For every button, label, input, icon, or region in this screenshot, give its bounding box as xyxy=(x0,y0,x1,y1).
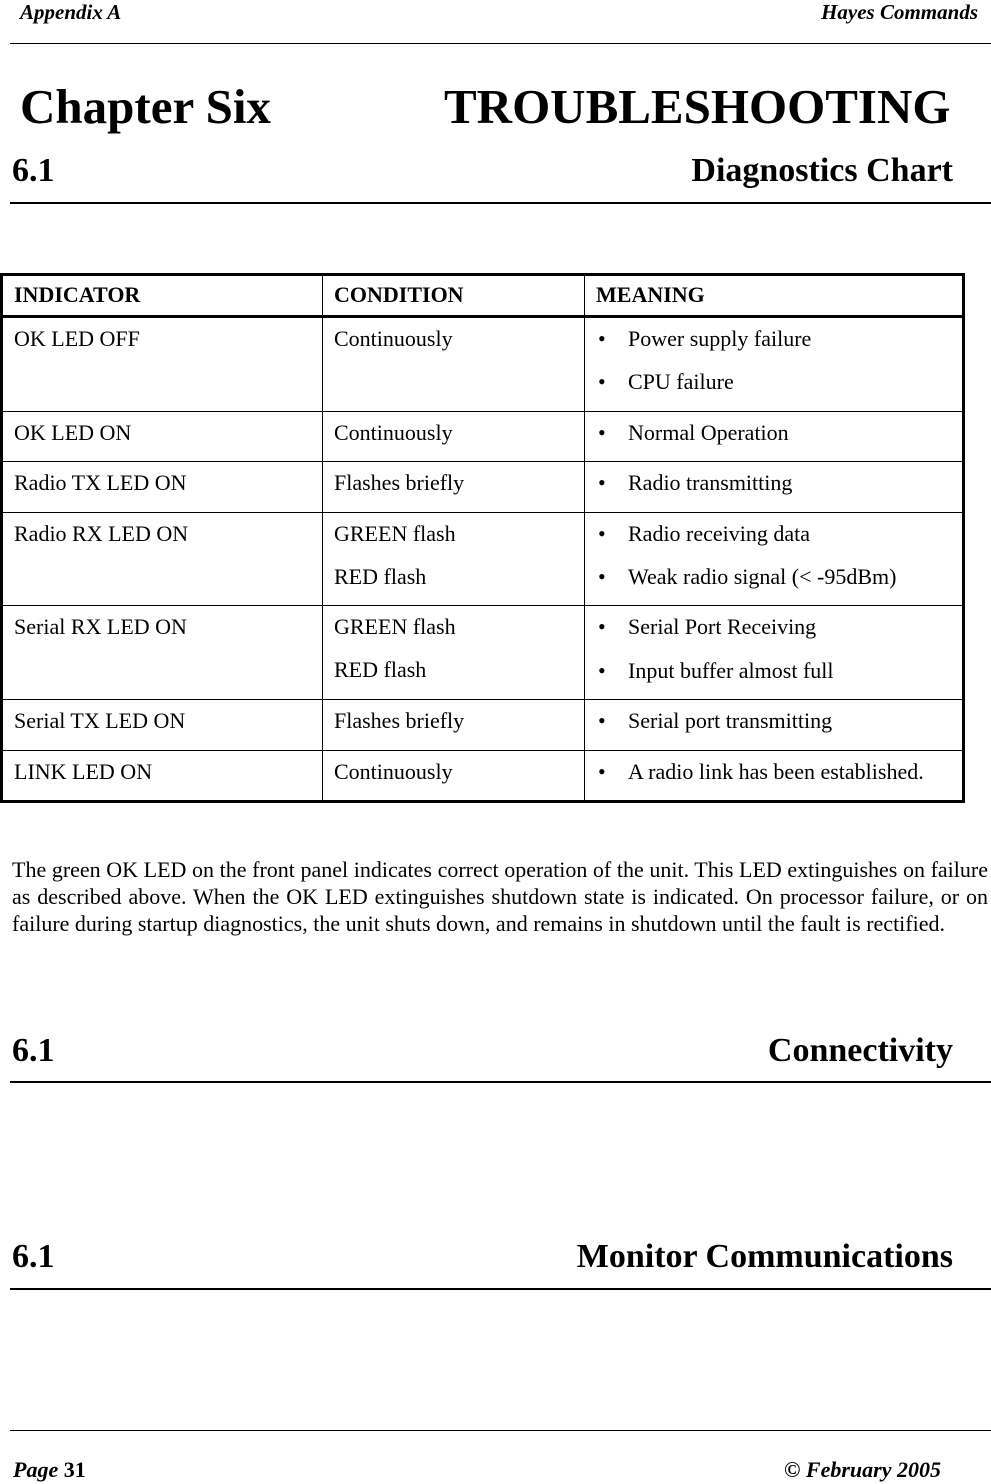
cell-indicator: OK LED ON xyxy=(2,411,323,461)
condition-line: GREEN flash xyxy=(334,520,456,546)
meaning-item xyxy=(596,470,952,496)
table-row xyxy=(2,750,964,801)
bullet-icon: • xyxy=(598,369,606,395)
bullet-icon: • xyxy=(598,758,606,784)
cell-indicator: Radio RX LED ON xyxy=(2,512,323,606)
cell-meaning xyxy=(585,411,964,461)
table-body xyxy=(2,317,964,802)
condition-line: Continuously xyxy=(334,758,453,784)
column-header-meaning: MEANING xyxy=(585,275,964,317)
cell-meaning xyxy=(585,462,964,512)
column-header-indicator: INDICATOR xyxy=(2,275,323,317)
header-left: Appendix A xyxy=(20,0,122,24)
cell-condition xyxy=(323,700,585,750)
section-number-connectivity: 6.1 xyxy=(12,1032,55,1069)
bullet-icon: • xyxy=(598,708,606,734)
cell-meaning xyxy=(585,317,964,412)
cell-condition xyxy=(323,317,585,412)
table-row xyxy=(2,700,964,750)
bullet-icon: • xyxy=(598,614,606,640)
meaning-text: Weak radio signal (< -95dBm) xyxy=(628,563,897,589)
cell-meaning xyxy=(585,750,964,801)
meaning-item xyxy=(596,521,952,547)
condition-line: GREEN flash xyxy=(334,614,456,640)
bullet-icon: • xyxy=(598,419,606,445)
condition-line: Flashes briefly xyxy=(334,470,465,496)
meaning-item xyxy=(596,708,952,734)
meaning-text: Normal Operation xyxy=(628,419,789,445)
footer-copyright: © February 2005 xyxy=(784,1457,941,1482)
chapter-title: TROUBLESHOOTING xyxy=(444,79,951,134)
meaning-item xyxy=(596,564,952,590)
meaning-item xyxy=(596,759,952,785)
section-number-monitor: 6.1 xyxy=(12,1238,55,1275)
condition-line: Continuously xyxy=(334,419,453,445)
meaning-text: Power supply failure xyxy=(628,326,812,351)
cell-meaning xyxy=(585,512,964,606)
section-rule-connectivity xyxy=(10,1081,991,1083)
bullet-icon: • xyxy=(598,326,606,351)
chapter-label: Chapter Six xyxy=(20,79,271,134)
footer-page xyxy=(13,1457,86,1483)
bullet-icon: • xyxy=(598,470,606,496)
table-row xyxy=(2,317,964,412)
table-row xyxy=(2,462,964,512)
meaning-text: Radio receiving data xyxy=(628,520,811,546)
table-row xyxy=(2,411,964,461)
meaning-text: Input buffer almost full xyxy=(628,657,834,683)
cell-indicator: OK LED OFF xyxy=(2,317,323,412)
table-header-row xyxy=(2,275,964,317)
meaning-item xyxy=(596,658,952,684)
meaning-text: Serial Port Receiving xyxy=(628,614,817,640)
cell-condition xyxy=(323,462,585,512)
cell-condition xyxy=(323,606,585,700)
condition-line: RED flash xyxy=(334,657,427,683)
footer-page-number: 31 xyxy=(63,1457,86,1482)
meaning-item xyxy=(596,369,952,395)
meaning-item xyxy=(596,614,952,640)
meaning-text: Serial port transmitting xyxy=(628,708,833,734)
section-rule-diagnostics xyxy=(10,202,991,204)
bullet-icon: • xyxy=(598,563,606,589)
meaning-item xyxy=(596,420,952,446)
table-row xyxy=(2,512,964,606)
bullet-icon: • xyxy=(598,657,606,683)
meaning-item xyxy=(596,326,952,352)
section-number-diagnostics: 6.1 xyxy=(12,152,55,189)
section-title-connectivity: Connectivity xyxy=(767,1032,953,1069)
condition-line: Flashes briefly xyxy=(334,708,465,734)
header-rule xyxy=(10,43,991,44)
cell-indicator: Radio TX LED ON xyxy=(2,462,323,512)
meaning-text: Radio transmitting xyxy=(628,470,793,496)
cell-meaning xyxy=(585,700,964,750)
cell-indicator: LINK LED ON xyxy=(2,750,323,801)
condition-line: Continuously xyxy=(334,326,453,351)
section-title-diagnostics: Diagnostics Chart xyxy=(691,152,953,189)
cell-indicator: Serial TX LED ON xyxy=(2,700,323,750)
cell-indicator: Serial RX LED ON xyxy=(2,606,323,700)
column-header-condition: CONDITION xyxy=(323,275,585,317)
header-right: Hayes Commands xyxy=(821,0,978,24)
meaning-text: CPU failure xyxy=(628,369,734,395)
meaning-text: A radio link has been established. xyxy=(628,758,924,784)
bullet-icon: • xyxy=(598,520,606,546)
section-title-monitor: Monitor Communications xyxy=(576,1238,953,1275)
footer-rule xyxy=(10,1430,991,1431)
condition-line: RED flash xyxy=(334,563,427,589)
cell-condition xyxy=(323,411,585,461)
cell-condition xyxy=(323,512,585,606)
cell-meaning xyxy=(585,606,964,700)
footer-page-label: Page xyxy=(13,1457,59,1482)
section-rule-monitor xyxy=(10,1288,991,1290)
table-row xyxy=(2,606,964,700)
diagnostics-table xyxy=(0,273,965,803)
body-paragraph: The green OK LED on the front panel indicates correct operation of the unit. This LED extinguishes on failure as described above. When the OK LED extinguishes shutdown state is indicated. On processor failure, or on failure during startup diagnostics, the unit shuts down, and remains in shutdown until the fault is rectified. xyxy=(12,857,988,936)
cell-condition xyxy=(323,750,585,801)
